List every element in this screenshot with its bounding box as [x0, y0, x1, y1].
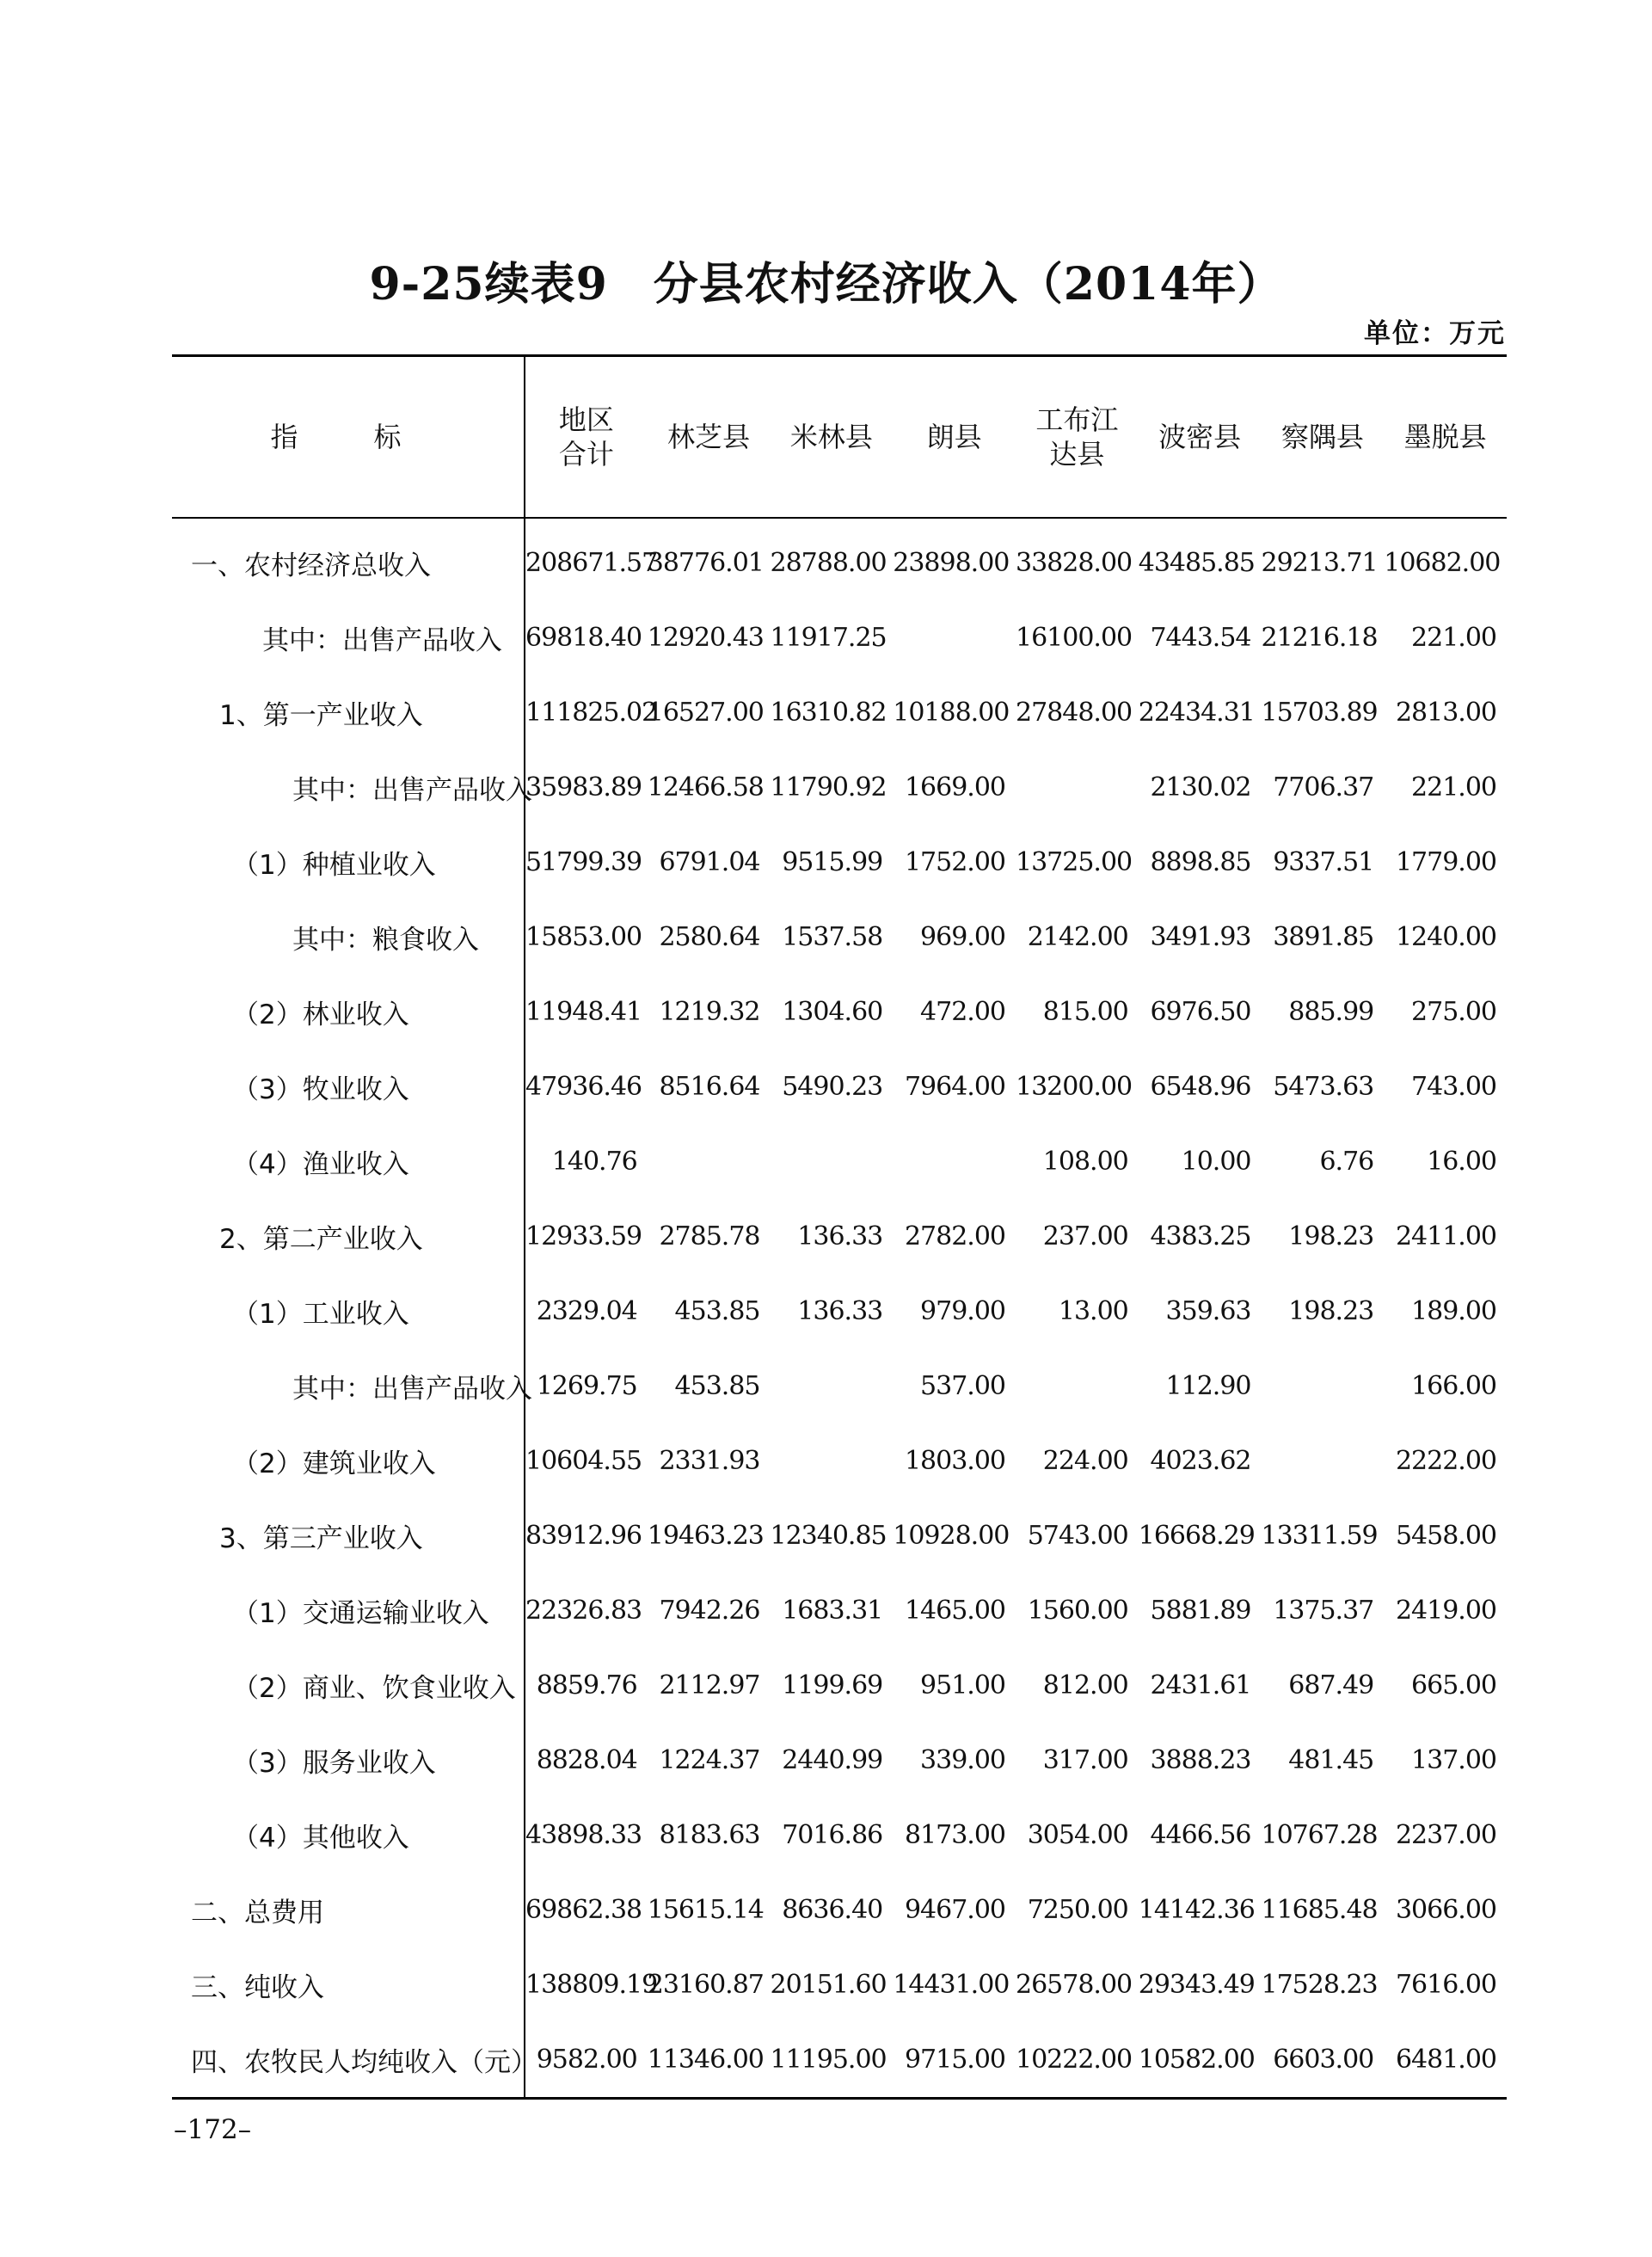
column-header: 工布江 达县 [1016, 356, 1139, 519]
table-cell: 4466.56 [1150, 1820, 1251, 1850]
table-cell: 8828.04 [536, 1745, 637, 1775]
table-cell [771, 1349, 894, 1424]
table-cell: 10604.55 [525, 1446, 642, 1476]
table-cell: 2419.00 [1395, 1596, 1496, 1626]
table-cell: 2782.00 [904, 1221, 1005, 1251]
row-label: 2、第二产业收入 [172, 1199, 525, 1274]
table-cell: 2411.00 [1395, 1221, 1496, 1251]
table-cell: 69818.40 [525, 623, 642, 653]
table-row [172, 1573, 1507, 1648]
table-cell [648, 1124, 771, 1199]
table-cell: 7942.26 [659, 1596, 760, 1626]
table-cell: 38776.01 [647, 548, 764, 578]
table-cell: 8636.40 [782, 1895, 883, 1925]
table-cell: 221.00 [1411, 623, 1496, 653]
table-cell [771, 1124, 894, 1199]
table-cell: 8898.85 [1150, 847, 1251, 877]
table-row [172, 2022, 1507, 2099]
table-cell: 11917.25 [770, 623, 887, 653]
table-cell: 10767.28 [1261, 1820, 1378, 1850]
table-cell: 979.00 [920, 1296, 1005, 1326]
table-cell: 6791.04 [659, 847, 760, 877]
table-cell: 3891.85 [1273, 922, 1374, 952]
table-cell: 3054.00 [1027, 1820, 1128, 1850]
table-cell: 47936.46 [525, 1072, 642, 1102]
row-label: 其中：出售产品收入 [172, 750, 525, 825]
table-cell: 5458.00 [1395, 1521, 1496, 1551]
table-cell: 453.85 [674, 1296, 760, 1326]
table-cell: 5473.63 [1273, 1072, 1374, 1102]
table-cell: 16310.82 [770, 698, 887, 728]
table-cell: 10.00 [1181, 1147, 1251, 1177]
table-cell: 15853.00 [525, 922, 642, 952]
table-cell: 5743.00 [1027, 1521, 1128, 1551]
table-cell: 2580.64 [659, 922, 760, 952]
table-cell: 275.00 [1411, 997, 1496, 1027]
table-cell: 8183.63 [659, 1820, 760, 1850]
table-cell: 13311.59 [1261, 1521, 1378, 1551]
table-cell: 1669.00 [904, 772, 1005, 803]
table-cell: 13725.00 [1016, 847, 1133, 877]
column-header: 朗县 [893, 356, 1016, 519]
table-row [172, 1349, 1507, 1424]
table-cell: 5881.89 [1150, 1596, 1251, 1626]
table-title: 9-25续表9 分县农村经济收入（2014年） [369, 258, 1283, 311]
row-label: （3）牧业收入 [172, 1049, 525, 1124]
table-cell: 687.49 [1288, 1670, 1374, 1700]
table-cell: 7964.00 [904, 1072, 1005, 1102]
table-cell: 2785.78 [659, 1221, 760, 1251]
table-cell: 16.00 [1427, 1147, 1496, 1177]
table-cell: 8859.76 [536, 1670, 637, 1700]
table-cell: 7706.37 [1273, 772, 1374, 803]
table-cell: 1560.00 [1027, 1596, 1128, 1626]
column-header: 察隅县 [1262, 356, 1385, 519]
table-cell: 10222.00 [1016, 2022, 1139, 2099]
table-cell: 1219.32 [659, 997, 760, 1027]
table-cell: 481.45 [1288, 1745, 1374, 1775]
table-cell: 2237.00 [1395, 1820, 1496, 1850]
table-cell: 35983.89 [525, 772, 642, 803]
table-row [172, 1648, 1507, 1723]
table-cell: 9715.00 [893, 2022, 1016, 2099]
table-cell: 15615.14 [647, 1895, 764, 1925]
table-cell: 5490.23 [782, 1072, 883, 1102]
column-header: 波密县 [1139, 356, 1262, 519]
table-cell: 16668.29 [1138, 1521, 1255, 1551]
row-label: （2）建筑业收入 [172, 1424, 525, 1498]
table-cell: 11790.92 [770, 772, 887, 803]
row-label: （1）种植业收入 [172, 825, 525, 900]
table-cell: 26578.00 [1016, 1970, 1133, 2000]
table-row [172, 1498, 1507, 1573]
table-cell: 12933.59 [525, 1221, 642, 1251]
table-row [172, 518, 1507, 600]
table-cell: 2431.61 [1150, 1670, 1251, 1700]
table-row [172, 1124, 1507, 1199]
table-row [172, 1873, 1507, 1947]
table-cell: 10682.00 [1384, 548, 1501, 578]
table-cell: 359.63 [1165, 1296, 1251, 1326]
table-cell [893, 600, 1016, 675]
table-cell [1262, 1424, 1385, 1498]
table-cell: 189.00 [1411, 1296, 1496, 1326]
table-row [172, 825, 1507, 900]
table-cell: 6548.96 [1150, 1072, 1251, 1102]
table-cell: 22434.31 [1138, 698, 1255, 728]
table-cell: 4383.25 [1150, 1221, 1251, 1251]
table-cell: 6976.50 [1150, 997, 1251, 1027]
table-cell: 11195.00 [771, 2022, 894, 2099]
table-row [172, 975, 1507, 1049]
row-label: 其中：粮食收入 [172, 900, 525, 975]
table-row [172, 1723, 1507, 1798]
row-label: （2）商业、饮食业收入 [172, 1648, 525, 1723]
table-cell: 7443.54 [1150, 623, 1251, 653]
table-cell: 1240.00 [1395, 922, 1496, 952]
row-label: 其中：出售产品收入 [172, 1349, 525, 1424]
table-cell: 815.00 [1042, 997, 1128, 1027]
table-cell: 43898.33 [525, 1820, 642, 1850]
table-cell: 12466.58 [647, 772, 764, 803]
table-cell: 2130.02 [1150, 772, 1251, 803]
table-body [172, 518, 1507, 2099]
table-cell: 1465.00 [904, 1596, 1005, 1626]
table-cell: 69862.38 [525, 1895, 642, 1925]
table-cell: 27848.00 [1016, 698, 1133, 728]
table-cell: 665.00 [1411, 1670, 1496, 1700]
table-cell: 23898.00 [893, 548, 1010, 578]
table-cell: 166.00 [1411, 1371, 1496, 1401]
table-cell: 1304.60 [782, 997, 883, 1027]
table-cell [1016, 750, 1139, 825]
table-cell: 317.00 [1042, 1745, 1128, 1775]
table-cell: 339.00 [920, 1745, 1005, 1775]
table-cell: 10928.00 [893, 1521, 1010, 1551]
table-cell: 1537.58 [782, 922, 883, 952]
table-cell: 1752.00 [904, 847, 1005, 877]
table-cell: 198.23 [1288, 1221, 1374, 1251]
column-header: 地区 合计 [525, 356, 648, 519]
table-cell: 3066.00 [1395, 1895, 1496, 1925]
row-label: 一、农村经济总收入 [172, 518, 525, 600]
row-label: （2）林业收入 [172, 975, 525, 1049]
page-number: –172– [174, 2114, 252, 2145]
table-cell: 7616.00 [1395, 1970, 1496, 2000]
table-cell: 8516.64 [659, 1072, 760, 1102]
table-cell: 537.00 [920, 1371, 1005, 1401]
table-cell: 140.76 [551, 1147, 637, 1177]
table-cell: 472.00 [920, 997, 1005, 1027]
table-cell: 1269.75 [536, 1371, 637, 1401]
table-cell: 33828.00 [1016, 548, 1133, 578]
table-cell: 453.85 [674, 1371, 760, 1401]
table-cell: 951.00 [920, 1670, 1005, 1700]
table-cell: 136.33 [797, 1296, 883, 1326]
table-cell: 11685.48 [1261, 1895, 1378, 1925]
table-cell: 14142.36 [1138, 1895, 1255, 1925]
table-cell: 7250.00 [1027, 1895, 1128, 1925]
table-cell: 885.99 [1288, 997, 1374, 1027]
table-cell: 137.00 [1411, 1745, 1496, 1775]
table-cell: 23160.87 [647, 1970, 764, 2000]
table-cell [771, 1424, 894, 1498]
row-label: （4）渔业收入 [172, 1124, 525, 1199]
table-cell: 29213.71 [1261, 548, 1378, 578]
row-label: （3）服务业收入 [172, 1723, 525, 1798]
table-cell: 29343.49 [1138, 1970, 1255, 2000]
table-cell: 22326.83 [525, 1596, 642, 1626]
table-cell: 198.23 [1288, 1296, 1374, 1326]
table-cell: 2813.00 [1395, 698, 1496, 728]
table-cell: 1224.37 [659, 1745, 760, 1775]
table-cell: 9337.51 [1273, 847, 1374, 877]
table-cell [1262, 1349, 1385, 1424]
table-row [172, 1049, 1507, 1124]
table-row [172, 1947, 1507, 2022]
table-cell: 11346.00 [648, 2022, 771, 2099]
table-cell: 2112.97 [659, 1670, 760, 1700]
table-cell: 208671.57 [525, 548, 658, 578]
table-cell: 6603.00 [1262, 2022, 1385, 2099]
table-cell: 111825.02 [525, 698, 658, 728]
table-cell: 12920.43 [647, 623, 764, 653]
table-cell: 83912.96 [525, 1521, 642, 1551]
unit-label: 单位：万元 [1364, 318, 1506, 349]
table-cell: 16100.00 [1016, 623, 1133, 653]
table-cell: 51799.39 [525, 847, 642, 877]
table-cell: 108.00 [1042, 1147, 1128, 1177]
table-cell: 136.33 [797, 1221, 883, 1251]
row-label: （1）交通运输业收入 [172, 1573, 525, 1648]
row-label: （4）其他收入 [172, 1798, 525, 1873]
table-cell: 138809.19 [525, 1970, 658, 2000]
table-cell: 237.00 [1042, 1221, 1128, 1251]
table-cell: 1779.00 [1395, 847, 1496, 877]
table-cell: 2222.00 [1395, 1446, 1496, 1476]
table-row [172, 1274, 1507, 1349]
column-header: 米林县 [771, 356, 894, 519]
table-cell: 4023.62 [1150, 1446, 1251, 1476]
table-cell: 1803.00 [904, 1446, 1005, 1476]
row-label: 1、第一产业收入 [172, 675, 525, 750]
table-cell: 11948.41 [525, 997, 642, 1027]
row-label: （1）工业收入 [172, 1274, 525, 1349]
table-cell: 9515.99 [782, 847, 883, 877]
table-cell: 10582.00 [1139, 2022, 1262, 2099]
table-cell: 20151.60 [770, 1970, 887, 2000]
table-cell: 19463.23 [647, 1521, 764, 1551]
income-table [172, 354, 1507, 2100]
table-cell: 2329.04 [536, 1296, 637, 1326]
row-label: 二、总费用 [172, 1873, 525, 1947]
table-cell: 112.90 [1165, 1371, 1251, 1401]
table-row [172, 750, 1507, 825]
table-row [172, 1199, 1507, 1274]
table-cell: 2440.99 [782, 1745, 883, 1775]
table-cell: 743.00 [1411, 1072, 1496, 1102]
table-cell: 10188.00 [893, 698, 1010, 728]
table-cell: 16527.00 [647, 698, 764, 728]
row-label: 四、农牧民人均纯收入（元） [172, 2022, 525, 2099]
table-row [172, 600, 1507, 675]
table-header [172, 356, 1507, 519]
table-cell: 3491.93 [1150, 922, 1251, 952]
table-cell: 6.76 [1319, 1147, 1374, 1177]
table-cell: 9467.00 [904, 1895, 1005, 1925]
table-cell: 43485.85 [1138, 548, 1255, 578]
column-header: 墨脱县 [1384, 356, 1507, 519]
table-cell: 7016.86 [782, 1820, 883, 1850]
table-cell: 812.00 [1042, 1670, 1128, 1700]
table-row [172, 675, 1507, 750]
table-cell: 2331.93 [659, 1446, 760, 1476]
table-cell: 6481.00 [1384, 2022, 1507, 2099]
table-cell: 221.00 [1411, 772, 1496, 803]
table-cell: 224.00 [1042, 1446, 1128, 1476]
row-label: 3、第三产业收入 [172, 1498, 525, 1573]
table-cell: 2142.00 [1027, 922, 1128, 952]
table-cell: 21216.18 [1261, 623, 1378, 653]
row-label: 三、纯收入 [172, 1947, 525, 2022]
table-cell: 13.00 [1058, 1296, 1128, 1326]
table-cell: 9582.00 [525, 2022, 648, 2099]
table-row [172, 1424, 1507, 1498]
column-header-indicator: 指 标 [172, 356, 525, 519]
table-cell: 17528.23 [1261, 1970, 1378, 2000]
table-cell: 14431.00 [893, 1970, 1010, 2000]
table-row [172, 900, 1507, 975]
row-label: 其中：出售产品收入 [172, 600, 525, 675]
table-cell: 15703.89 [1261, 698, 1378, 728]
table-row [172, 1798, 1507, 1873]
table-cell: 28788.00 [770, 548, 887, 578]
column-header: 林芝县 [648, 356, 771, 519]
table-cell: 3888.23 [1150, 1745, 1251, 1775]
table-cell: 13200.00 [1016, 1072, 1133, 1102]
table-cell: 8173.00 [904, 1820, 1005, 1850]
table-cell: 12340.85 [770, 1521, 887, 1551]
table-cell: 1199.69 [782, 1670, 883, 1700]
table-cell: 1683.31 [782, 1596, 883, 1626]
table-cell: 1375.37 [1273, 1596, 1374, 1626]
table-cell: 969.00 [920, 922, 1005, 952]
table-cell [1016, 1349, 1139, 1424]
table-cell [893, 1124, 1016, 1199]
